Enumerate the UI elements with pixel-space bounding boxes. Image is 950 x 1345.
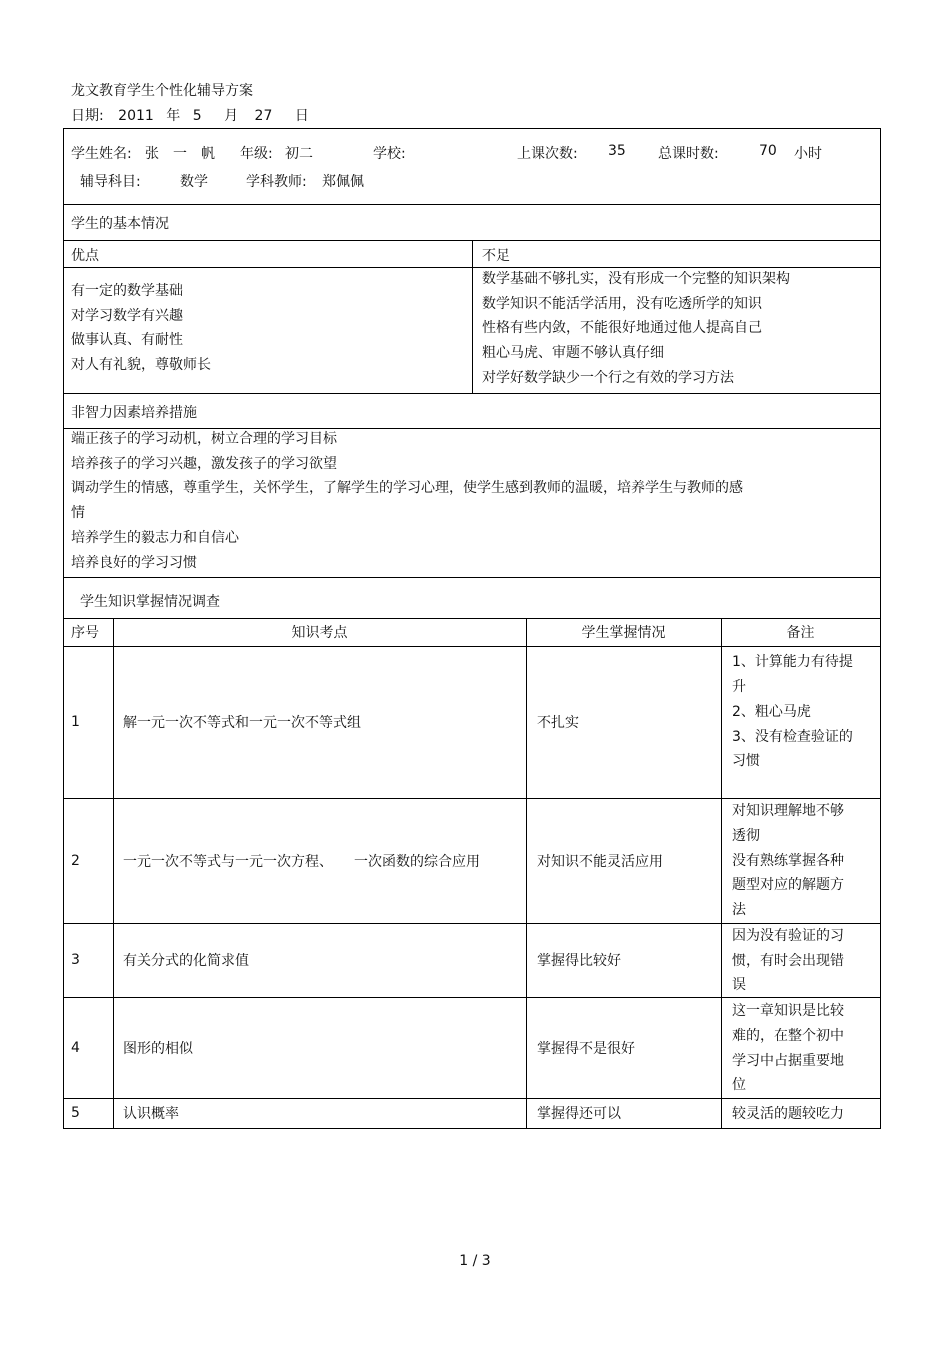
row-mastery: 对知识不能灵活应用 xyxy=(537,853,663,870)
list-item: 性格有些内敛，不能很好地通过他人提高自己 xyxy=(482,320,762,336)
date-label: 日期: xyxy=(71,108,104,124)
document-title: 龙文教育学生个性化辅导方案 xyxy=(71,83,253,99)
date-day: 27 xyxy=(254,108,273,124)
row-no: 3 xyxy=(71,952,80,968)
note-line: 1、计算能力有待提 xyxy=(732,654,853,670)
list-item: 粗心马虎、审题不够认真仔细 xyxy=(482,345,664,361)
row-topic: 有关分式的化简求值 xyxy=(123,953,249,969)
row-topic: 认识概率 xyxy=(123,1106,179,1122)
total-hours-unit: 小时 xyxy=(794,146,822,162)
basic-heading: 学生的基本情况 xyxy=(71,216,169,232)
list-item: 有一定的数学基础 xyxy=(71,283,183,299)
student-name-value: 张 一 帆 xyxy=(145,146,215,162)
note-line: 法 xyxy=(732,902,746,918)
note-line: 因为没有验证的习 xyxy=(732,928,844,944)
note-line: 难的，在整个初中 xyxy=(732,1028,844,1044)
nonintel-heading: 非智力因素培养措施 xyxy=(71,405,197,421)
row-mastery: 掌握得比较好 xyxy=(537,953,621,969)
list-item: 培养学生的毅志力和自信心 xyxy=(71,530,239,546)
row-no: 4 xyxy=(71,1039,80,1056)
lessons-label: 上课次数: xyxy=(517,146,578,162)
note-line: 透彻 xyxy=(732,828,760,844)
note-line: 习惯 xyxy=(732,753,760,769)
list-item: 对学好数学缺少一个行之有效的学习方法 xyxy=(482,370,734,386)
grade-label: 年级: xyxy=(240,146,273,162)
list-item: 做事认真、有耐性 xyxy=(71,332,183,348)
list-item: 端正孩子的学习动机，树立合理的学习目标 xyxy=(71,431,337,447)
list-item: 数学基础不够扎实，没有形成一个完整的知识架构 xyxy=(482,271,790,287)
date-month: 5 xyxy=(192,108,202,124)
note-line: 没有熟练掌握各种 xyxy=(732,853,844,869)
list-item: 对学习数学有兴趣 xyxy=(71,308,183,324)
header-notes: 备注 xyxy=(786,625,815,641)
grade-value: 初二 xyxy=(285,146,313,162)
row-mastery: 不扎实 xyxy=(537,715,579,731)
teacher-label: 学科教师: xyxy=(246,174,307,190)
note-line: 对知识理解地不够 xyxy=(732,803,844,819)
weaknesses-header: 不足 xyxy=(482,248,510,264)
list-item: 对人有礼貌，尊敬师长 xyxy=(71,357,211,373)
header-mastery: 学生掌握情况 xyxy=(581,625,666,641)
note-line: 惯，有时会出现错 xyxy=(732,953,844,969)
note-line: 学习中占据重要地 xyxy=(732,1053,844,1069)
lessons-value: 35 xyxy=(608,143,626,159)
row-mastery: 掌握得还可以 xyxy=(537,1106,621,1122)
subject-label: 辅导科目: xyxy=(80,174,141,190)
list-item: 情 xyxy=(71,505,85,521)
strengths-header: 优点 xyxy=(71,248,99,264)
row-topic: 一元一次不等式与一元一次方程、 一次函数的综合应用 xyxy=(123,853,480,870)
date-day-unit: 日 xyxy=(294,108,309,124)
note-line: 这一章知识是比较 xyxy=(732,1003,844,1019)
date-year: 2011 xyxy=(118,108,154,124)
row-topic: 图形的相似 xyxy=(123,1040,193,1057)
note-line: 位 xyxy=(732,1077,746,1093)
row-no: 1 xyxy=(71,714,80,730)
note-line: 升 xyxy=(732,679,746,695)
date-year-unit: 年 xyxy=(166,108,181,124)
survey-heading: 学生知识掌握情况调查 xyxy=(80,594,220,610)
total-hours-value: 70 xyxy=(759,143,777,159)
list-item: 数学知识不能活学活用，没有吃透所学的知识 xyxy=(482,296,762,312)
list-item: 培养良好的学习习惯 xyxy=(71,555,197,571)
note-line: 3、没有检查验证的 xyxy=(732,729,853,745)
note-line: 误 xyxy=(732,977,746,993)
total-hours-label: 总课时数: xyxy=(658,146,719,162)
row-no: 2 xyxy=(71,852,80,869)
row-mastery: 掌握得不是很好 xyxy=(537,1040,635,1057)
student-name-label: 学生姓名: xyxy=(71,146,132,162)
list-item: 培养孩子的学习兴趣，激发孩子的学习欲望 xyxy=(71,456,337,472)
header-no: 序号 xyxy=(71,625,99,641)
subject-value: 数学 xyxy=(180,174,208,190)
date-line xyxy=(71,105,309,125)
row-notes: 较灵活的题较吃力 xyxy=(732,1106,844,1122)
teacher-value: 郑佩佩 xyxy=(322,174,364,190)
school-label: 学校: xyxy=(373,146,406,162)
list-item: 调动学生的情感，尊重学生，关怀学生，了解学生的学习心理，使学生感到教师的温暖，培养学生与教师的感 xyxy=(71,480,743,496)
page-number: 1 / 3 xyxy=(459,1253,491,1269)
date-month-unit: 月 xyxy=(224,108,239,124)
note-line: 题型对应的解题方 xyxy=(732,877,844,893)
row-topic: 解一元一次不等式和一元一次不等式组 xyxy=(123,715,361,731)
header-topic: 知识考点 xyxy=(291,625,348,641)
row-no: 5 xyxy=(71,1105,80,1121)
note-line: 2、粗心马虎 xyxy=(732,704,811,720)
